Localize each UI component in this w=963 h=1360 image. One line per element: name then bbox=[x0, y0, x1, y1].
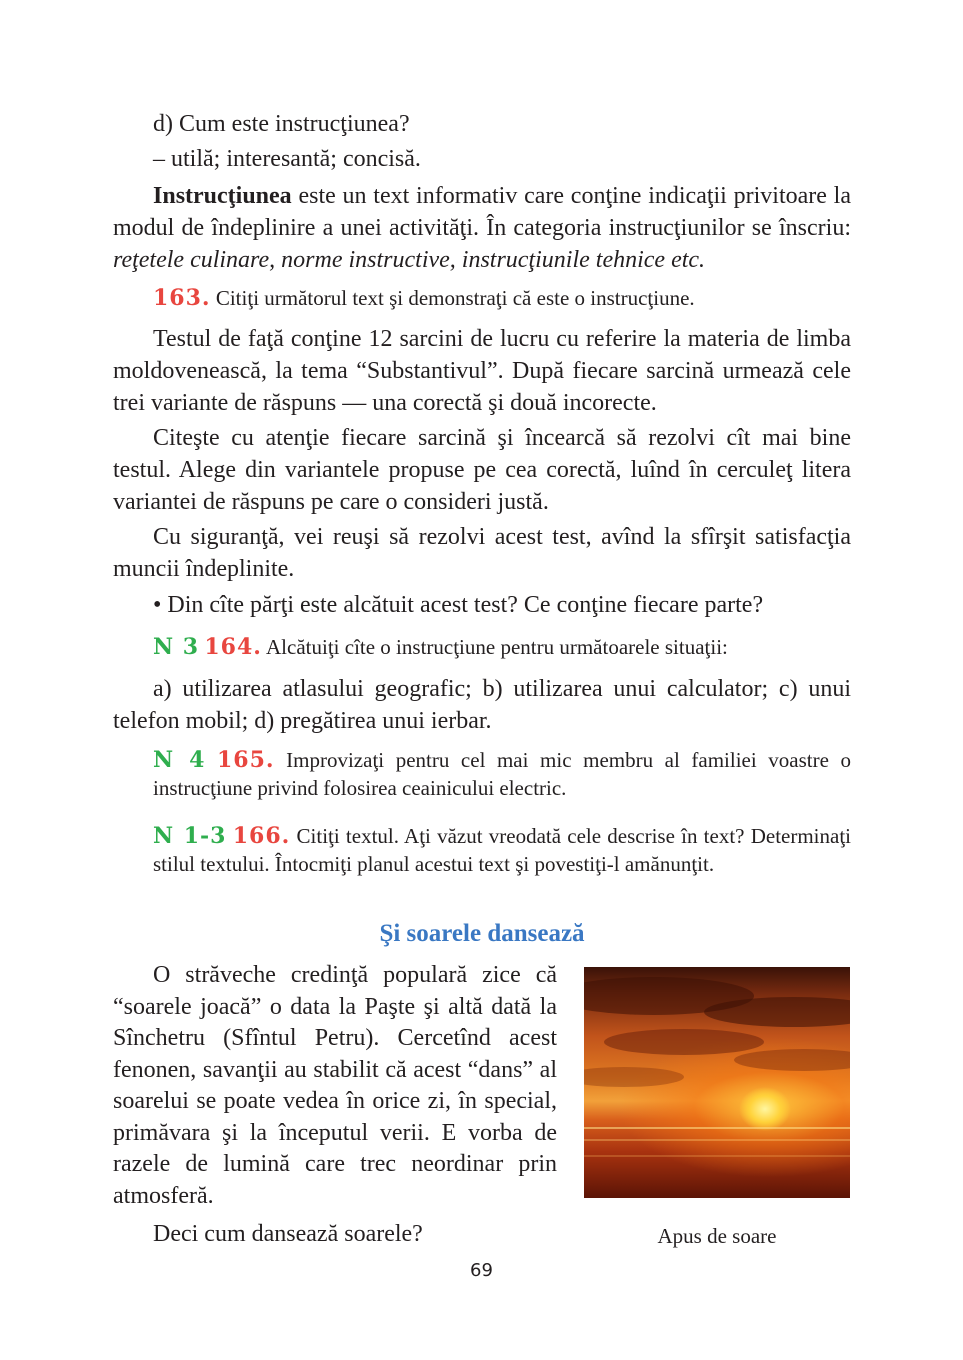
task-165 bbox=[153, 746, 851, 802]
page-number: 69 bbox=[470, 1260, 493, 1281]
image-caption: Apus de soare bbox=[657, 1224, 777, 1248]
task-text: Citiţi textul. Aţi văzut vreodată cele descrise în text? Determinaţi stilul textului. Întocmiţi planul acestui text şi povestiţi-l amănunţit. bbox=[153, 824, 852, 876]
task-number: 164. bbox=[204, 634, 262, 660]
definition-examples: reţetele culinare, norme instructive, instrucţiunile tehnice etc. bbox=[113, 247, 706, 273]
level-badge: N 4 bbox=[153, 747, 206, 773]
task-number: 163. bbox=[153, 285, 211, 311]
level-badge: N 1-3 bbox=[153, 823, 227, 849]
bullet-question: • Din cîte părţi este alcătuit acest test? Ce conţine fiecare parte? bbox=[153, 592, 764, 618]
level-badge: N 3 bbox=[153, 634, 200, 660]
task-163 bbox=[153, 284, 851, 312]
story-title: Şi soarele dansează bbox=[379, 920, 585, 947]
test-paragraph-3: Cu siguranţă, vei reuşi să rezolvi acest test, avînd la sfîrşit satisfacţia muncii îndeplinite. bbox=[113, 524, 851, 582]
question-d: d) Cum este instrucţiunea? bbox=[153, 111, 410, 137]
task-text: Improvizaţi pentru cel mai mic membru al familiei voastre o instrucţiune privind folosirea ceainicului electric. bbox=[153, 748, 851, 800]
task-number: 165. bbox=[216, 747, 275, 773]
task-text: Alcătuiţi cîte o instrucţiune pentru următoarele situaţii: bbox=[266, 635, 728, 659]
definition-text: este un text informativ care conţine indicaţii privitoare la modul de îndeplinire a unei activităţi. În categoria instrucţiunilor se înscriu: bbox=[113, 183, 851, 241]
task-text: Citiţi următorul text şi demonstraţi că este o instrucţiune. bbox=[215, 286, 695, 310]
sunset-image bbox=[584, 967, 850, 1198]
task-164 bbox=[153, 633, 851, 661]
story-closing: Deci cum dansează soarele? bbox=[153, 1221, 423, 1247]
story-paragraph: O străveche credinţă populară zice că “soarele joacă” o data la Paşte şi altă dată la Sînchetru (Sfîntul Petru). Cercetînd acest fenonen, savanţii au stabilit că acest “dans” al soarelui se poate vedea în orice zi, în special, primăvara şi la începutul verii. E vorba de razele de lumină care trec neordinar prin atmosferă. bbox=[113, 962, 557, 1209]
definition-term: Instrucţiunea bbox=[153, 183, 292, 209]
task-number: 166. bbox=[232, 823, 291, 849]
task-164-items: a) utilizarea atlasului geografic; b) utilizarea unui calculator; c) unui telefon mobil; d) pregătirea unui ierbar. bbox=[113, 676, 851, 734]
answer-d: – utilă; interesantă; concisă. bbox=[153, 146, 421, 172]
test-paragraph-1: Testul de faţă conţine 12 sarcini de lucru cu referire la materia de limba moldovenească, la tema “Substantivul”. După fiecare sarcină urmează cele trei variante de răspuns — una corectă şi două incorecte. bbox=[113, 326, 851, 416]
test-paragraph-2: Citeşte cu atenţie fiecare sarcină şi încearcă să rezolvi cît mai bine testul. Alege din variantele propuse pe cea corectă, luînd în cerculeţ litera variantei de răspuns pe care o consideri justă. bbox=[113, 425, 851, 515]
definition-paragraph bbox=[113, 180, 851, 276]
task-166 bbox=[153, 822, 851, 878]
